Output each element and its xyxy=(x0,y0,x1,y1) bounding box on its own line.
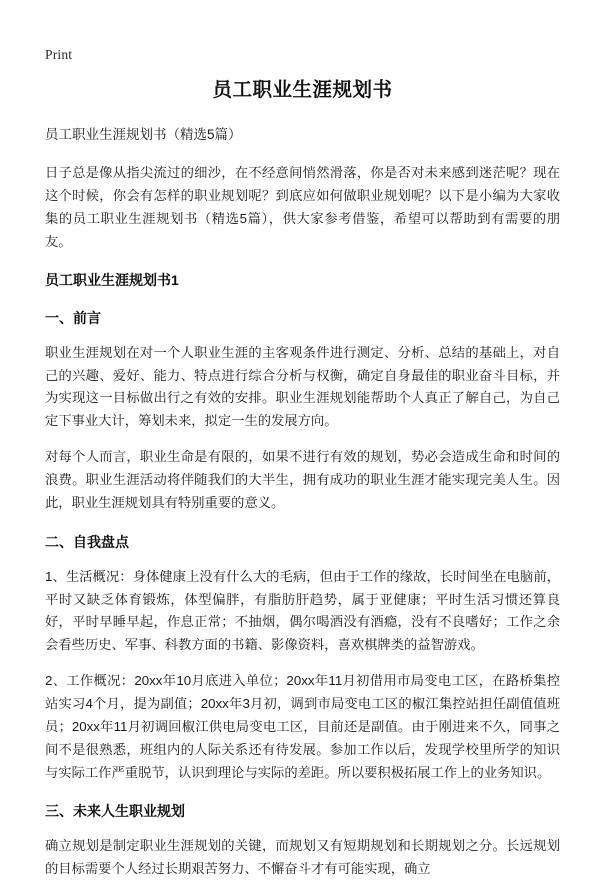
section-paragraph: 确立规划是制定职业生涯规划的关键，而规划又有短期规划和长期规划之分。长远规划的目标需要个人经过长期艰苦努力、不懈奋斗才有可能实现，确立 xyxy=(45,838,560,877)
intro-paragraph: 日子总是像从指尖流过的细沙，在不经意间悄然滑落，你是否对未来感到迷茫呢？现在这个时候，你会有怎样的职业规划呢？到底应如何做职业规划呢？以下是小编为大家收集的员工职业生涯规划书（精选5篇），供大家参考借鉴，希望可以帮助到有需要的朋友。 xyxy=(45,165,560,249)
section-heading-preface: 一、前言 xyxy=(45,309,101,326)
print-link[interactable]: Print xyxy=(45,47,73,62)
document-subtitle: 员工职业生涯规划书（精选5篇） xyxy=(45,127,242,143)
page-title: 员工职业生涯规划书 xyxy=(212,79,393,101)
section-paragraph: 2、工作概况：20xx年10月底进入单位；20xx年11月初借用市局变电工区，在路桥集控站实习4个月，提为副值；20xx年3月初，调到市局变电工区的椒江集控站担任副值值班员；20xx年11月初调回椒江供电局变电工区，目前还是副值。由于刚进来不久，同事之间不是很熟悉，班组内的人际关系还有待发展。参加工作以后，发现学校里所学的知识与实际工作严重脱节，认识到理论与实际的差距。所以要积极拓展工作上的业务知识。 xyxy=(45,673,560,780)
section-paragraph: 1、生活概况：身体健康上没有什么大的毛病，但由于工作的缘故，长时间坐在电脑前，平时又缺乏体育锻炼，体型偏胖，有脂肪肝趋势，属于亚健康；平时生活习惯还算良好，平时早睡早起，作息正常；不抽烟，偶尔喝酒没有酒瘾，没有不良嗜好；工作之余会看些历史、军事、科教方面的书籍、影像资料，喜欢棋牌类的益智游戏。 xyxy=(45,568,560,653)
section-paragraph: 职业生涯规划在对一个人职业生涯的主客观条件进行测定、分析、总结的基础上，对自己的兴趣、爱好、能力、特点进行综合分析与权衡，确定自身最佳的职业奋斗目标，并为实现这一目标做出行之有效的安排。职业生涯规划能帮助个人真正了解自己，为自己定下事业大计，筹划未来，拟定一生的发展方向。 xyxy=(45,344,560,429)
section-paragraph: 对每个人而言，职业生命是有限的，如果不进行有效的规划，势必会造成生命和时间的浪费。职业生涯活动将伴随我们的大半生，拥有成功的职业生涯才能实现完美人生。因此，职业生涯规划具有特别重要的意义。 xyxy=(45,449,560,510)
section-heading-self-assessment: 二、自我盘点 xyxy=(45,533,129,550)
print-toolbar xyxy=(45,46,72,64)
document-body xyxy=(45,78,560,894)
section-heading-future-plan: 三、未来人生职业规划 xyxy=(45,803,185,820)
entry-heading: 员工职业生涯规划书1 xyxy=(45,271,179,288)
